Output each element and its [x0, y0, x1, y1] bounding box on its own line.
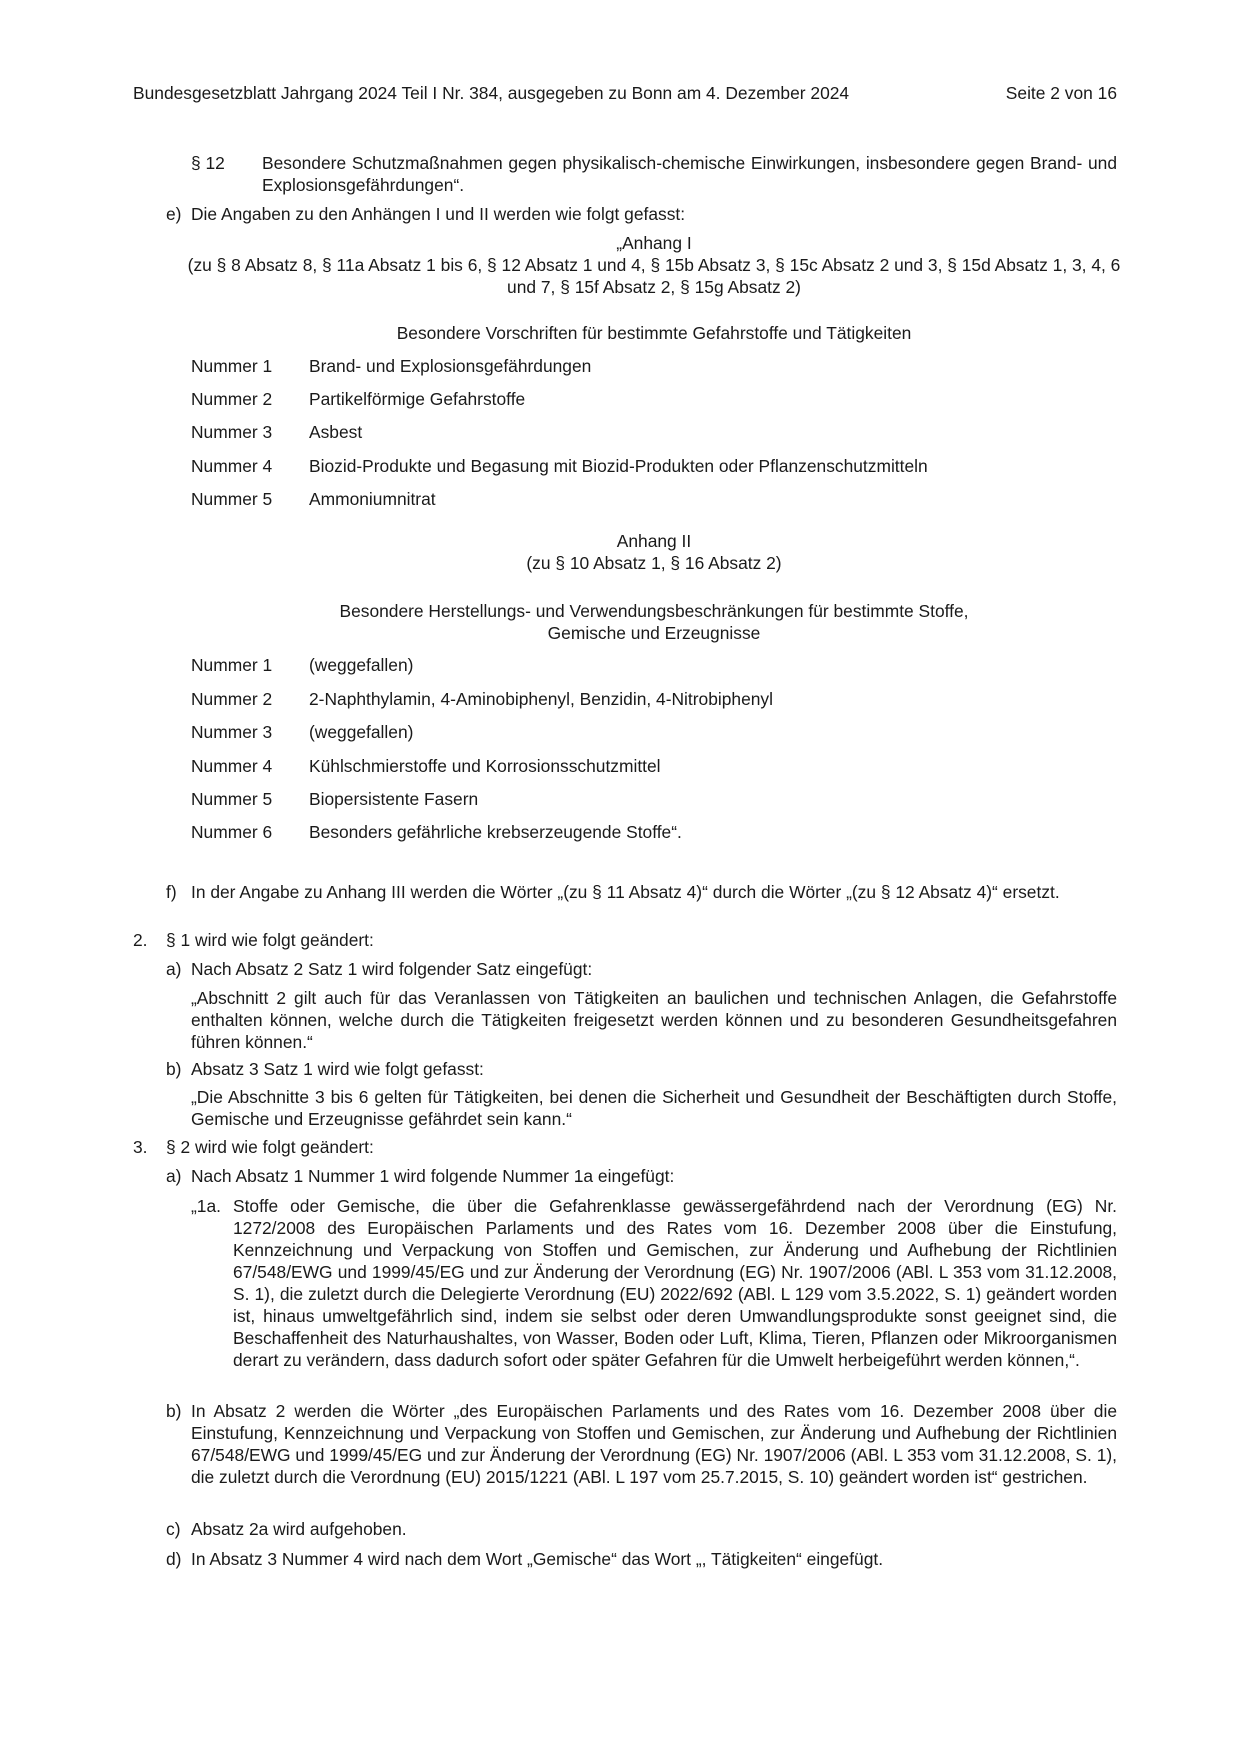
item-2b-text: Absatz 3 Satz 1 wird wie folgt gefasst: [191, 1059, 484, 1079]
list-item-number: Nummer 3 [191, 722, 273, 742]
item-3b-label: b) [166, 1401, 182, 1421]
anhang-1-title: „Anhang I [616, 233, 692, 253]
header-page-number: Seite 2 von 16 [1005, 83, 1117, 103]
list-item-text: Biozid-Produkte und Begasung mit Biozid-Produkten oder Pflanzenschutzmitteln [309, 456, 928, 476]
list-item-number: Nummer 4 [191, 756, 273, 776]
item-2a-quote: „Abschnitt 2 gilt auch für das Veranlassen von Tätigkeiten an baulichen und technischen Anlagen, die Gefahrstoffe enthalten können, welche durch die Tätigkeiten freigesetzt werden können und zu besonderen Gesundheitsgefahren führen können.“ [191, 988, 1117, 1052]
list-item-text: Biopersistente Fasern [309, 789, 479, 809]
item-3d-label: d) [166, 1549, 182, 1569]
item-3c-label: c) [166, 1519, 181, 1539]
item-2-text: § 1 wird wie folgt geändert: [166, 930, 374, 950]
item-3a-label: a) [166, 1166, 182, 1186]
item-2b-quote: „Die Abschnitte 3 bis 6 gelten für Tätigkeiten, bei denen die Sicherheit und Gesundheit der Beschäftigten durch Stoffe, Gemische und Erzeugnisse gefährdet sein kann.“ [191, 1087, 1117, 1129]
anhang-2-reference: (zu § 10 Absatz 1, § 16 Absatz 2) [526, 553, 782, 573]
item-2-label: 2. [133, 930, 148, 950]
section-12-text: Besondere Schutzmaßnahmen gegen physikalisch-chemische Einwirkungen, insbesondere gegen Brand- und Explosionsgefährdungen“. [262, 153, 1117, 195]
item-2b-label: b) [166, 1059, 182, 1079]
anhang-2-heading-line-2: Gemische und Erzeugnisse [547, 623, 761, 643]
item-e-text: Die Angaben zu den Anhängen I und II werden wie folgt gefasst: [191, 204, 686, 224]
list-item-number: Nummer 6 [191, 822, 273, 842]
list-item-text: Brand- und Explosionsgefährdungen [309, 356, 592, 376]
header-publication: Bundesgesetzblatt Jahrgang 2024 Teil I Nr. 384, ausgegeben zu Bonn am 4. Dezember 2024 [133, 83, 850, 103]
anhang-1-heading: Besondere Vorschriften für bestimmte Gefahrstoffe und Tätigkeiten [396, 323, 912, 343]
item-2a-label: a) [166, 959, 182, 979]
item-3a-text: Nach Absatz 1 Nummer 1 wird folgende Nummer 1a eingefügt: [191, 1166, 675, 1186]
item-3d-text: In Absatz 3 Nummer 4 wird nach dem Wort „Gemische“ das Wort „, Tätigkeiten“ eingefügt. [191, 1549, 884, 1569]
item-3b-text: In Absatz 2 werden die Wörter „des Europäischen Parlaments und des Rates vom 16. Dezember 2008 über die Einstufung, Kennzeichnung und Verpackung von Stoffen und Gemischen, zur Änderung und Aufhebung der Richtlinien 67/548/EWG und 1999/45/EG und zur Änderung der Verordnung (EG) Nr. 1907/2006 (ABl. L 353 vom 31.12.2008, S. 1), die zuletzt durch die Verordnung (EU) 2015/1221 (ABl. L 197 vom 25.7.2015, S. 10) geändert worden ist“ gestrichen. [191, 1401, 1117, 1487]
list-item-number: Nummer 3 [191, 422, 273, 442]
item-f-text: In der Angabe zu Anhang III werden die Wörter „(zu § 11 Absatz 4)“ durch die Wörter „(zu § 12 Absatz 4)“ ersetzt. [191, 882, 1060, 902]
anhang-1-reference: (zu § 8 Absatz 8, § 11a Absatz 1 bis 6, § 12 Absatz 1 und 4, § 15b Absatz 3, § 15c Absatz 2 und 3, § 15d Absatz 1, 3, 4, 6 und 7, § 15f Absatz 2, § 15g Absatz 2) [187, 255, 1121, 297]
list-item-text: (weggefallen) [309, 655, 414, 675]
item-3a-quote-label: „1a. [191, 1196, 221, 1216]
list-item-number: Nummer 2 [191, 689, 273, 709]
list-item-text: Besonders gefährliche krebserzeugende Stoffe“. [309, 822, 682, 842]
list-item-number: Nummer 1 [191, 356, 273, 376]
list-item-text: (weggefallen) [309, 722, 414, 742]
list-item-text: Kühlschmierstoffe und Korrosionsschutzmittel [309, 756, 661, 776]
item-f-label: f) [166, 882, 177, 902]
page-header [133, 82, 1117, 104]
list-item-text: Partikelförmige Gefahrstoffe [309, 389, 526, 409]
list-item-text: Ammoniumnitrat [309, 489, 436, 509]
list-item-number: Nummer 5 [191, 789, 273, 809]
list-item-text: Asbest [309, 422, 363, 442]
list-item-text: 2-Naphthylamin, 4-Aminobiphenyl, Benzidin, 4-Nitrobiphenyl [309, 689, 773, 709]
item-3c-text: Absatz 2a wird aufgehoben. [191, 1519, 407, 1539]
section-12-label: § 12 [191, 153, 225, 173]
list-item-number: Nummer 5 [191, 489, 273, 509]
item-3-label: 3. [133, 1137, 148, 1157]
item-3a-quote: Stoffe oder Gemische, die über die Gefahrenklasse gewässergefährdend nach der Verordnung (EG) Nr. 1272/2008 des Europäischen Parlaments und des Rates vom 16. Dezember 2008 über die Einstufung, Kennzeichnung und Verpackung von Stoffen und Gemischen, zur Änderung und Aufhebung der Richtlinien 67/548/EWG und 1999/45/EG und zur Änderung der Verordnung (EG) Nr. 1907/2006 (ABl. L 353 vom 31.12.2008, S. 1), die zuletzt durch die Delegierte Verordnung (EU) 2022/692 (ABl. L 129 vom 3.5.2022, S. 1) geändert worden ist, hinaus umweltgefährlich sind, indem sie selbst oder deren Umwandlungsprodukte sonst geeignet sind, die Beschaffenheit des Naturhaushaltes, von Wasser, Boden oder Luft, Klima, Tieren, Pflanzen oder Mikroorganismen derart zu verändern, dass dadurch sofort oder später Gefahren für die Umwelt herbeigeführt werden können,“. [233, 1196, 1117, 1370]
item-3-text: § 2 wird wie folgt geändert: [166, 1137, 374, 1157]
list-item-number: Nummer 4 [191, 456, 273, 476]
anhang-2-heading-line-1: Besondere Herstellungs- und Verwendungsbeschränkungen für bestimmte Stoffe, [339, 601, 969, 621]
item-e-label: e) [166, 204, 182, 224]
item-2a-text: Nach Absatz 2 Satz 1 wird folgender Satz eingefügt: [191, 959, 593, 979]
anhang-2-title: Anhang II [616, 531, 692, 551]
list-item-number: Nummer 2 [191, 389, 273, 409]
list-item-number: Nummer 1 [191, 655, 273, 675]
